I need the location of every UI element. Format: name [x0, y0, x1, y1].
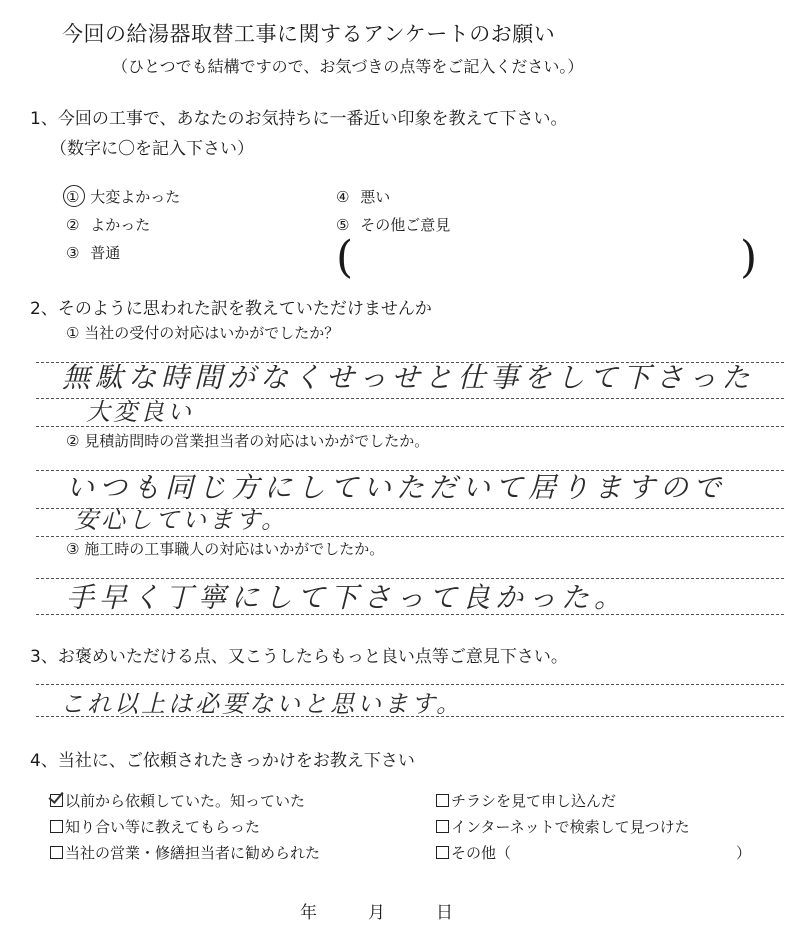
- q1-option-3-label: 普通: [90, 244, 121, 262]
- q4-other-input[interactable]: [530, 840, 730, 862]
- q3-answer: これ以上は必要ないと思います。: [60, 690, 464, 718]
- q2-sub2-answer-line1: いつも同じ方にしていただいて居りますので: [66, 471, 727, 504]
- checkbox-icon[interactable]: [50, 820, 63, 833]
- q1-option-1-label: 大変よかった: [90, 188, 181, 206]
- q1-option-2[interactable]: [66, 214, 150, 235]
- date-month-label: 月: [368, 903, 385, 923]
- page-title: 今回の給湯器取替工事に関するアンケートのお願い: [62, 22, 556, 46]
- q4-option-other[interactable]: [436, 842, 511, 863]
- q2-question: 2、そのように思われた訳を教えていただけませんか: [30, 299, 432, 319]
- answer-line: [36, 536, 784, 537]
- q2-sub2-label: ② 見積訪問時の営業担当者の対応はいかがでしたか。: [66, 432, 430, 450]
- checkbox-icon[interactable]: [436, 794, 449, 807]
- q4-option-label: 以前から依頼していた。知っていた: [65, 792, 306, 810]
- q1-option-4-number: ④: [336, 188, 350, 206]
- q2-sub3-label: ③ 施工時の工事職人の対応はいかがでしたか。: [66, 540, 385, 558]
- q2-sub2-answer-line2: 安心しています。: [74, 506, 289, 534]
- checkbox-icon[interactable]: [50, 846, 63, 859]
- q1-option-2-number: ②: [66, 216, 80, 234]
- q1-other-input[interactable]: [356, 250, 736, 284]
- q4-option-label: その他（: [451, 844, 512, 862]
- date-day-label: 日: [436, 903, 453, 923]
- q1-option-1[interactable]: [66, 186, 180, 207]
- q1-other-paren-close: ): [740, 232, 758, 283]
- q2-sub1-label: ① 当社の受付の対応はいかがでしたか？: [66, 324, 340, 342]
- q4-option-label: インターネットで検索して見つけた: [451, 818, 690, 836]
- checkbox-checked-icon[interactable]: [50, 794, 63, 807]
- q1-note: （数字に〇を記入下さい）: [50, 139, 254, 159]
- q1-option-3-number: ③: [66, 244, 80, 262]
- answer-line: [36, 716, 784, 717]
- checkbox-icon[interactable]: [436, 846, 449, 859]
- q2-sub3-answer-line1: 手早く丁寧にして下さって良かった。: [66, 581, 628, 614]
- q4-other-paren-close: ）: [736, 844, 752, 862]
- q1-option-5-label: その他ご意見: [360, 216, 451, 234]
- q4-option-internet[interactable]: [436, 816, 690, 837]
- q4-option-flyer[interactable]: [436, 790, 616, 811]
- q4-option-label: 知り合い等に教えてもらった: [65, 818, 261, 836]
- q3-question: 3、お褒めいただける点、又こうしたらもっと良い点等ご意見下さい。: [30, 647, 568, 667]
- q1-option-3[interactable]: [66, 242, 120, 263]
- q2-sub1-answer-line1: 無駄な時間がなくせっせと仕事をして下さった: [62, 361, 755, 394]
- checkbox-icon[interactable]: [436, 820, 449, 833]
- q1-option-1-number: ①: [66, 188, 80, 206]
- q1-option-2-label: よかった: [90, 216, 151, 234]
- date-year-label: 年: [300, 903, 317, 923]
- q4-option-label: チラシを見て申し込んだ: [451, 792, 617, 810]
- q1-option-4[interactable]: [336, 186, 390, 207]
- q1-option-5-number: ⑤: [336, 216, 350, 234]
- answer-line: [36, 614, 784, 615]
- q4-option-referral[interactable]: [50, 816, 260, 837]
- q1-other-paren-open: (: [336, 232, 354, 283]
- q4-question: 4、当社に、ご依頼されたきっかけをお教え下さい: [30, 751, 415, 771]
- answer-line: [36, 426, 784, 427]
- q1-option-4-label: 悪い: [360, 188, 391, 206]
- q2-sub1-answer-line2: 大変良い: [86, 398, 194, 426]
- q4-option-label: 当社の営業・修繕担当者に勧められた: [65, 844, 321, 862]
- q4-option-sales-staff[interactable]: [50, 842, 320, 863]
- q4-option-previous-customer[interactable]: [50, 790, 305, 811]
- page-subtitle: （ひとつでも結構ですので、お気づきの点等をご記入ください。）: [112, 57, 584, 76]
- q1-question: 1、今回の工事で、あなたのお気持ちに一番近い印象を教えて下さい。: [30, 109, 568, 129]
